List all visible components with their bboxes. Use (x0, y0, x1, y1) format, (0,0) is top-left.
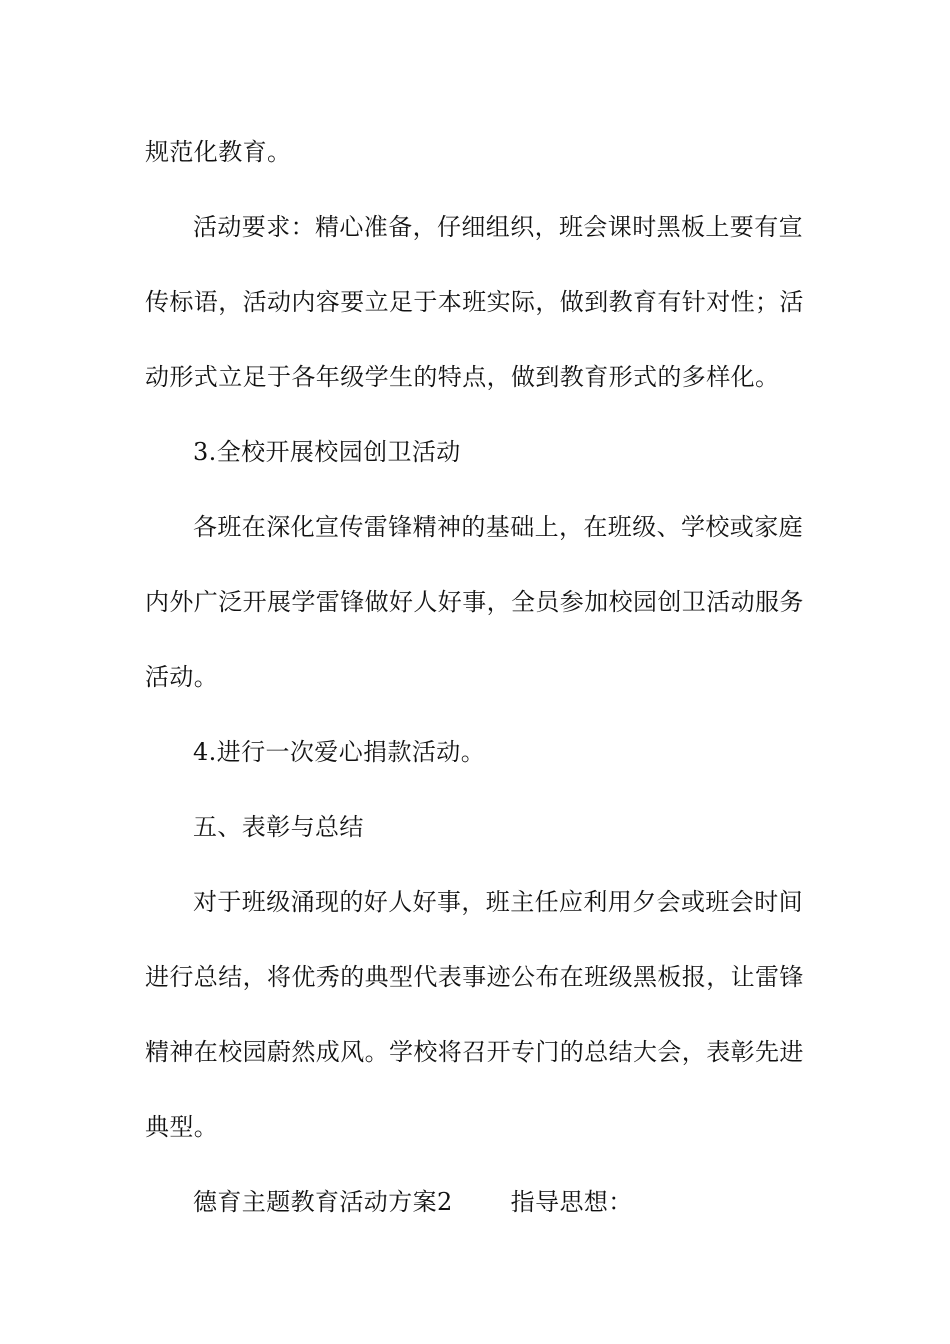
paragraph-line: 对于班级涌现的好人好事，班主任应利用夕会或班会时间 (193, 888, 803, 916)
paragraph-line: 规范化教育。 (145, 138, 292, 166)
paragraph-line: 各班在深化宣传雷锋精神的基础上，在班级、学校或家庭 (193, 513, 803, 541)
paragraph-line: 内外广泛开展学雷锋做好人好事，全员参加校园创卫活动服务 (145, 588, 804, 616)
paragraph-line: 精神在校园蔚然成风。学校将召开专门的总结大会，表彰先进 (145, 1038, 804, 1066)
guiding-ideology-heading: 指导思想： (510, 1188, 633, 1216)
section-heading: 五、表彰与总结 (193, 813, 364, 841)
section-heading: 4.进行一次爱心捐款活动。 (193, 738, 486, 766)
paragraph-line: 传标语，活动内容要立足于本班实际，做到教育有针对性；活 (145, 288, 804, 316)
plan-title: 德育主题教育活动方案2 (193, 1188, 453, 1216)
paragraph-line: 活动要求：精心准备，仔细组织，班会课时黑板上要有宣 (193, 213, 803, 241)
paragraph-line: 进行总结，将优秀的典型代表事迹公布在班级黑板报，让雷锋 (145, 963, 804, 991)
paragraph-line: 典型。 (145, 1113, 219, 1141)
plan-title-line (193, 1186, 873, 1218)
section-heading: 3.全校开展校园创卫活动 (193, 438, 461, 466)
paragraph-line: 活动。 (145, 663, 219, 691)
paragraph-line: 动形式立足于各年级学生的特点，做到教育形式的多样化。 (145, 363, 780, 391)
